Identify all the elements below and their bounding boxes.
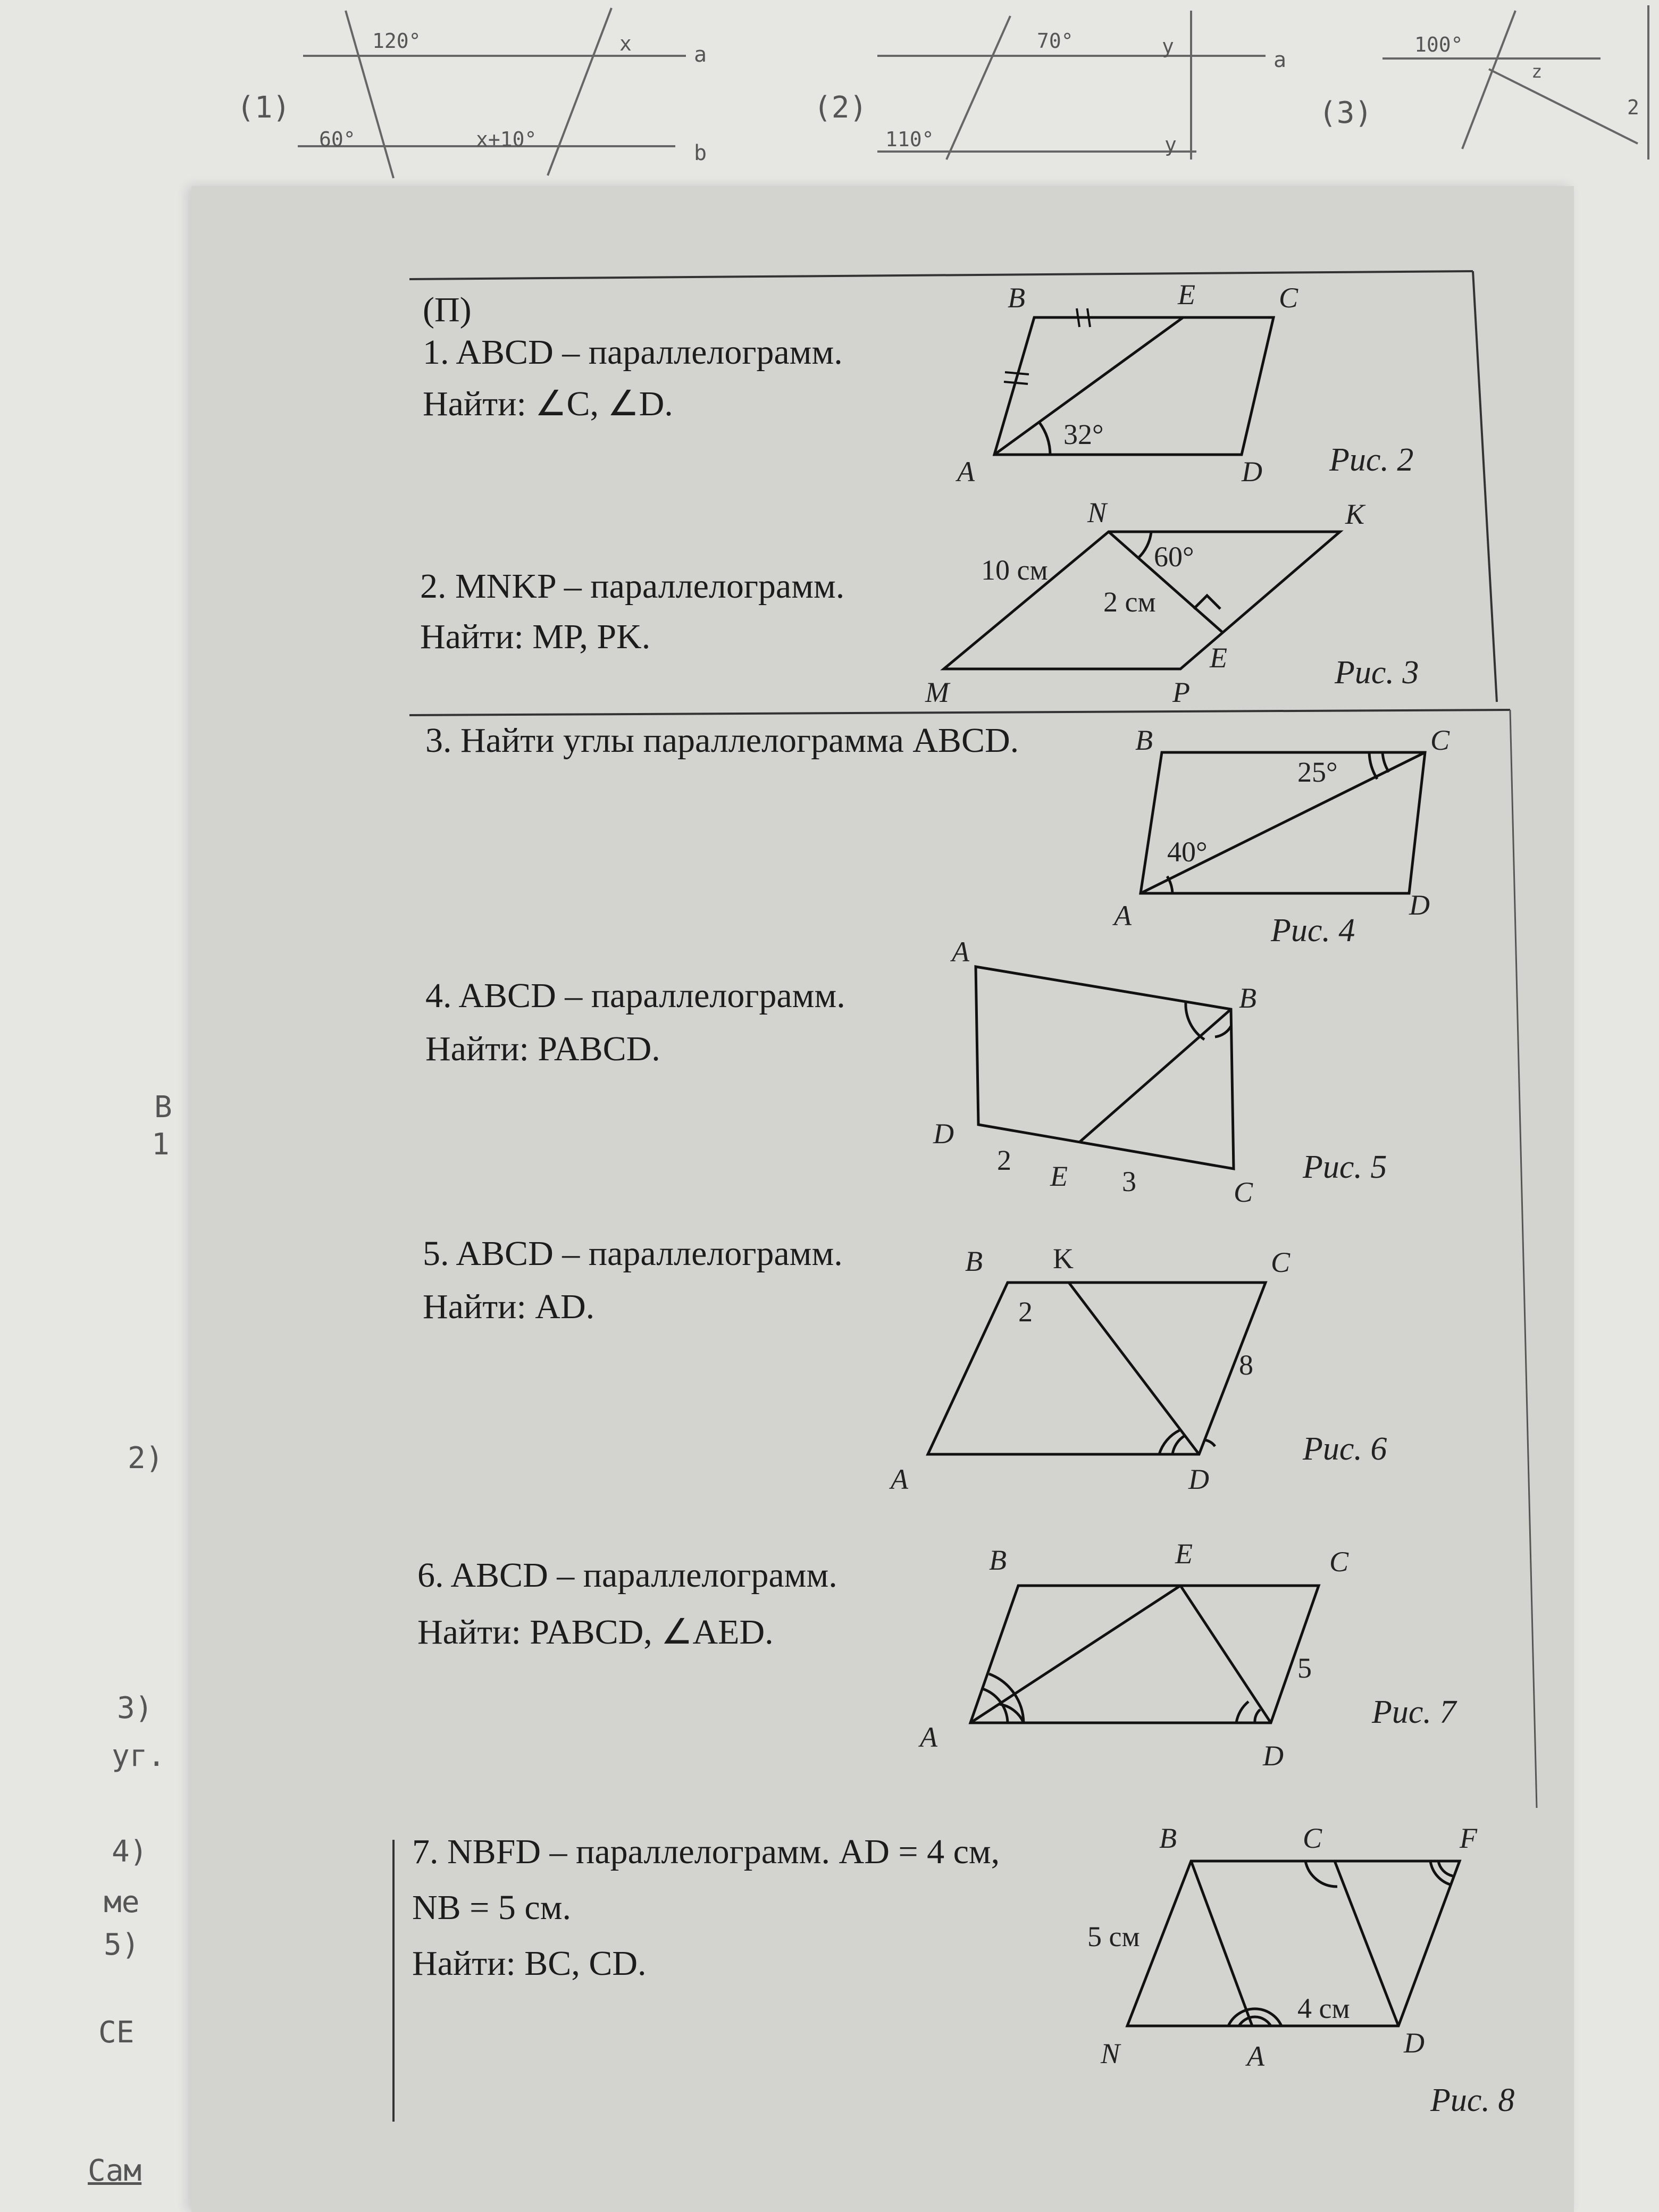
problem-4-statement: 4. ABCD – параллелограмм. <box>425 976 845 1015</box>
fig2-label-E: E <box>1178 279 1195 311</box>
fig3-label-K: K <box>1345 498 1365 530</box>
fig6-label-C: C <box>1271 1246 1291 1278</box>
fig5-ec: 3 <box>1122 1166 1136 1197</box>
fig6-label-A: A <box>891 1463 908 1495</box>
fig2-label-C: C <box>1279 282 1298 314</box>
fig2-number: (2) <box>814 90 868 125</box>
fig6-caption: Рис. 6 <box>1303 1431 1387 1467</box>
figure-5-parallelogram <box>976 967 1234 1169</box>
fig1-number: (1) <box>237 90 291 125</box>
margin-text-2: 1 <box>152 1127 170 1162</box>
fig4-label-C: C <box>1430 724 1450 756</box>
fig6-cd: 8 <box>1239 1349 1253 1381</box>
fig3-label-M: M <box>925 676 949 708</box>
fig5-de: 2 <box>997 1144 1011 1176</box>
fig1-angle1: 120° <box>372 29 421 53</box>
margin-text-4: 3) <box>117 1691 153 1725</box>
fig4-caption: Рис. 4 <box>1271 912 1355 949</box>
problem-2-statement: 2. MNKP – параллелограмм. <box>420 567 845 606</box>
fig2-label-D: D <box>1242 456 1262 488</box>
fig6-label-K: K <box>1053 1243 1074 1275</box>
fig3-angle: 60° <box>1154 541 1194 573</box>
fig3-label-P: P <box>1172 676 1190 708</box>
fig3-angle3: 2 <box>1627 96 1639 119</box>
fig3-angle2: z <box>1531 61 1543 82</box>
fig3-label-E: E <box>1210 642 1227 674</box>
fig2-label-B: B <box>1008 282 1025 314</box>
margin-text-3: 2) <box>128 1441 164 1476</box>
fig5-label-D: D <box>933 1118 954 1150</box>
fig2-angle3: 110° <box>885 128 934 151</box>
fig5-label-E: E <box>1050 1160 1068 1192</box>
fig7-label-B: B <box>989 1544 1007 1576</box>
fig8-ad: 4 см <box>1297 1992 1350 2024</box>
fig3-caption: Рис. 3 <box>1335 655 1419 691</box>
margin-text-1: В <box>154 1090 172 1125</box>
fig6-label-D: D <box>1188 1463 1209 1495</box>
fig3-label-N: N <box>1087 497 1107 529</box>
problem-1-statement: 1. ABCD – параллелограмм. <box>423 333 843 372</box>
fig3-height: 2 см <box>1103 586 1156 618</box>
fig5-caption: Рис. 5 <box>1303 1149 1387 1185</box>
problem-4-task: Найти: PABCD. <box>425 1029 660 1068</box>
margin-text-8: 5) <box>104 1928 140 1962</box>
margin-text-6: 4) <box>112 1834 148 1869</box>
fig8-label-A: A <box>1247 2040 1264 2072</box>
figure-4-parallelogram <box>1141 752 1425 893</box>
fig1-angle3: 60° <box>319 128 356 151</box>
fig7-label-A: A <box>920 1721 937 1753</box>
fig7-caption: Рис. 7 <box>1372 1694 1456 1730</box>
fig1-angle4: x+10° <box>476 128 537 151</box>
fig4-angle1: 25° <box>1297 756 1338 788</box>
fig3-side: 10 см <box>981 554 1048 586</box>
fig5-label-B: B <box>1239 982 1256 1014</box>
fig8-label-D: D <box>1404 2027 1425 2059</box>
fig2-label-A: A <box>957 456 975 488</box>
fig6-label-B: B <box>965 1245 983 1277</box>
fig8-label-N: N <box>1101 2038 1120 2069</box>
fig5-label-A: A <box>952 936 969 968</box>
fig3-angle1: 100° <box>1414 33 1463 56</box>
figure-7-parallelogram <box>970 1586 1319 1723</box>
fig3-number: (3) <box>1319 96 1373 130</box>
fig8-label-F: F <box>1460 1822 1477 1854</box>
fig7-cd: 5 <box>1297 1652 1312 1684</box>
problem-7-task: Найти: BC, CD. <box>412 1944 647 1983</box>
problem-5-statement: 5. ABCD – параллелограмм. <box>423 1234 843 1273</box>
fig7-label-C: C <box>1329 1546 1349 1578</box>
fig4-label-D: D <box>1409 889 1430 921</box>
fig2-line-a: a <box>1273 48 1287 72</box>
fig5-label-C: C <box>1234 1176 1253 1208</box>
fig4-angle2: 40° <box>1167 836 1208 868</box>
margin-text-9: СЕ <box>98 2015 135 2050</box>
problem-3-statement: 3. Найти углы параллелограмма ABCD. <box>425 721 1019 760</box>
figure-8-parallelogram <box>1127 1861 1460 2026</box>
fig2-angle1: 70° <box>1037 29 1074 53</box>
problem-6-statement: 6. ABCD – параллелограмм. <box>417 1556 837 1595</box>
fig7-label-E: E <box>1175 1538 1193 1570</box>
fig1-line-a: a <box>694 43 707 67</box>
problem-6-task: Найти: PABCD, ∠AED. <box>417 1613 774 1652</box>
problem-7-statement: 7. NBFD – параллелограмм. AD = 4 см, <box>412 1832 1000 1871</box>
problem-5-task: Найти: AD. <box>423 1287 595 1326</box>
problem-2-task: Найти: MP, PK. <box>420 617 651 656</box>
fig8-caption: Рис. 8 <box>1430 2082 1515 2118</box>
fig8-label-B: B <box>1159 1822 1177 1854</box>
figure-2-parallelogram <box>994 308 1273 455</box>
fig4-label-B: B <box>1135 724 1153 756</box>
fig7-label-D: D <box>1263 1740 1284 1772</box>
fig1-angle2: x <box>619 32 632 55</box>
fig4-label-A: A <box>1114 900 1132 932</box>
fig1-line-b: b <box>694 141 707 165</box>
fig2-angle4: y <box>1164 133 1177 156</box>
fig2-caption: Рис. 2 <box>1329 442 1414 478</box>
fig6-bk: 2 <box>1018 1296 1033 1328</box>
problem-7-given: NB = 5 см. <box>412 1888 571 1927</box>
margin-text-7: ме <box>104 1885 140 1920</box>
margin-text-10: Сам <box>88 2154 142 2188</box>
fig8-nb: 5 см <box>1087 1921 1140 1953</box>
fig2-angle2: y <box>1162 35 1174 58</box>
problem-1-task: Найти: ∠C, ∠D. <box>423 384 673 423</box>
variant-label: (П) <box>423 290 472 329</box>
figure-6-parallelogram <box>928 1283 1266 1454</box>
fig2-angle: 32° <box>1063 418 1104 450</box>
margin-text-5: уг. <box>112 1739 166 1773</box>
fig8-label-C: C <box>1303 1822 1322 1854</box>
